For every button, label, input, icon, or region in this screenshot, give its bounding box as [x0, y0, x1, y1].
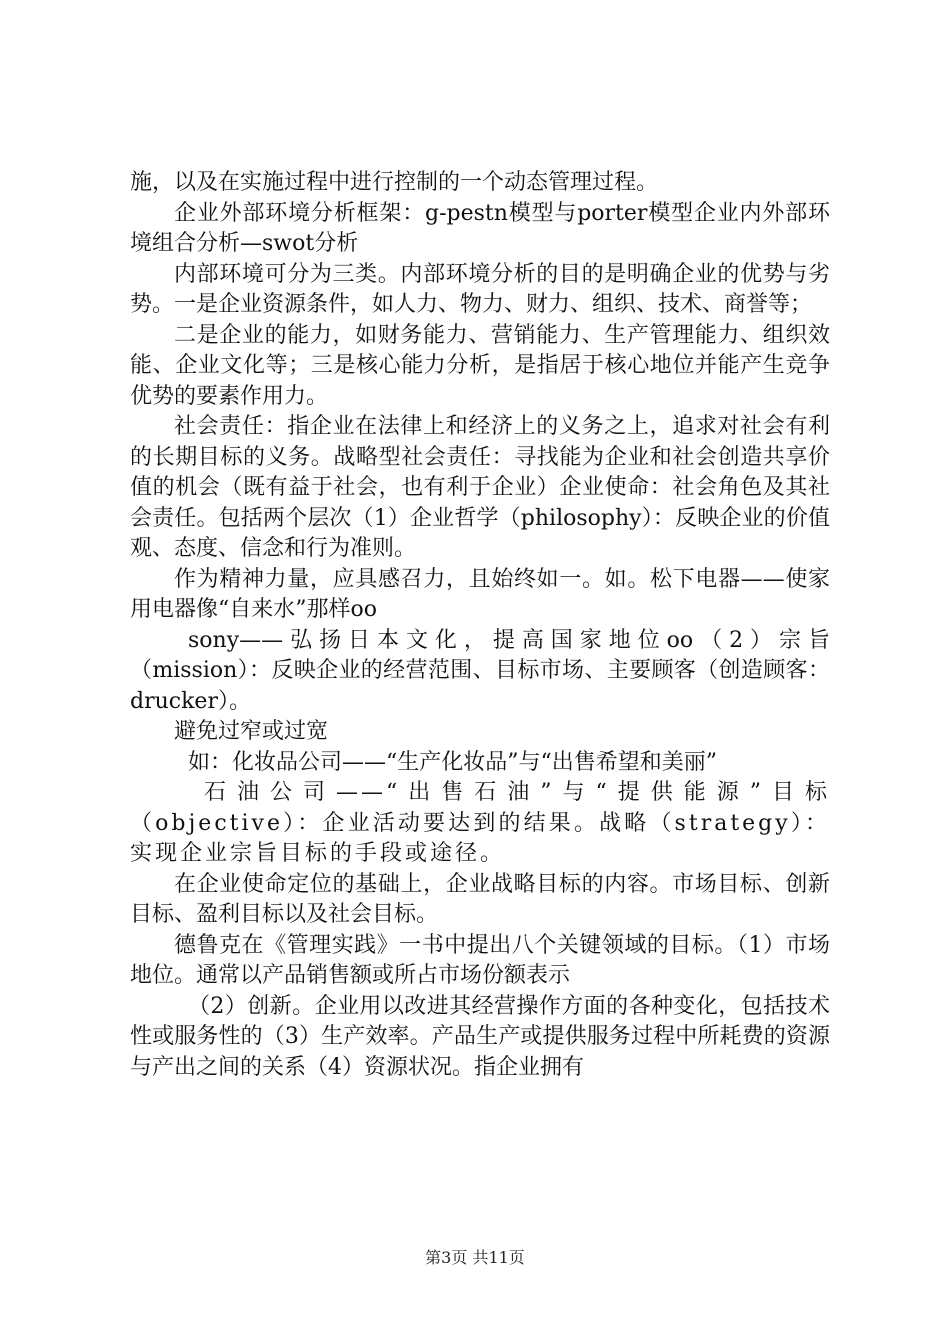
paragraph-1: 施，以及在实施过程中进行控制的一个动态管理过程。: [130, 170, 659, 195]
paragraph-3: 内部环境可分为三类。内部环境分析的目的是明确企业的优势与劣势。一是企业资源条件，如人力、物力、财力、组织、技术、商誉等；: [130, 261, 830, 317]
paragraph-4: 二是企业的能力，如财务能力、营销能力、生产管理能力、组织效能、企业文化等；三是核心能力分析，是指居于核心地位并能产生竞争优势的要素作用力。: [130, 322, 830, 409]
paragraph-13: （2）创新。企业用以改进其经营操作方面的各种变化，包括技术性或服务性的（3）生产效率。产品生产或提供服务过程中所耗费的资源与产出之间的关系（4）资源状况。指企业拥有: [130, 993, 830, 1080]
paragraph-5: 社会责任：指企业在法律上和经济上的义务之上，追求对社会有利的长期目标的义务。战略型社会责任：寻找能为企业和社会创造共享价值的机会（既有益于社会，也有利于企业）企业使命：社会角色及其社会责任。包括两个层次（1）企业哲学（philosophy）：反映企业的价值观、态度、信念和行为准则。: [130, 414, 830, 561]
paragraph-6: 作为精神力量，应具感召力，且始终如一。如。松下电器——使家用电器像“自来水”那样oo: [130, 566, 830, 622]
document-body: [130, 168, 830, 1083]
paragraph-11: 在企业使命定位的基础上，企业战略目标的内容。市场目标、创新目标、盈利目标以及社会目标。: [130, 871, 830, 927]
paragraph-2: 企业外部环境分析框架：g-pestn模型与porter模型企业内外部环境组合分析—swot分析: [130, 200, 830, 256]
paragraph-8: 避免过窄或过宽: [174, 719, 329, 744]
paragraph-12: 德鲁克在《管理实践》一书中提出八个关键领域的目标。（1）市场地位。通常以产品销售额或所占市场份额表示: [130, 932, 830, 988]
page-number-footer: 第3页 共11页: [425, 1248, 525, 1267]
paragraph-10: 石油公司——“出售石油”与“提供能源”目标（objective）：企业活动要达到的结果。战略（strategy）：实现企业宗旨目标的手段或途径。: [130, 780, 830, 866]
paragraph-9: 如：化妆品公司——“生产化妆品”与“出售希望和美丽”: [188, 749, 717, 775]
paragraph-7: sony——弘扬日本文化，提高国家地位oo（2）宗旨（mission）：反映企业的经营范围、目标市场、主要顾客（创造顾客：drucker）。: [130, 627, 830, 714]
